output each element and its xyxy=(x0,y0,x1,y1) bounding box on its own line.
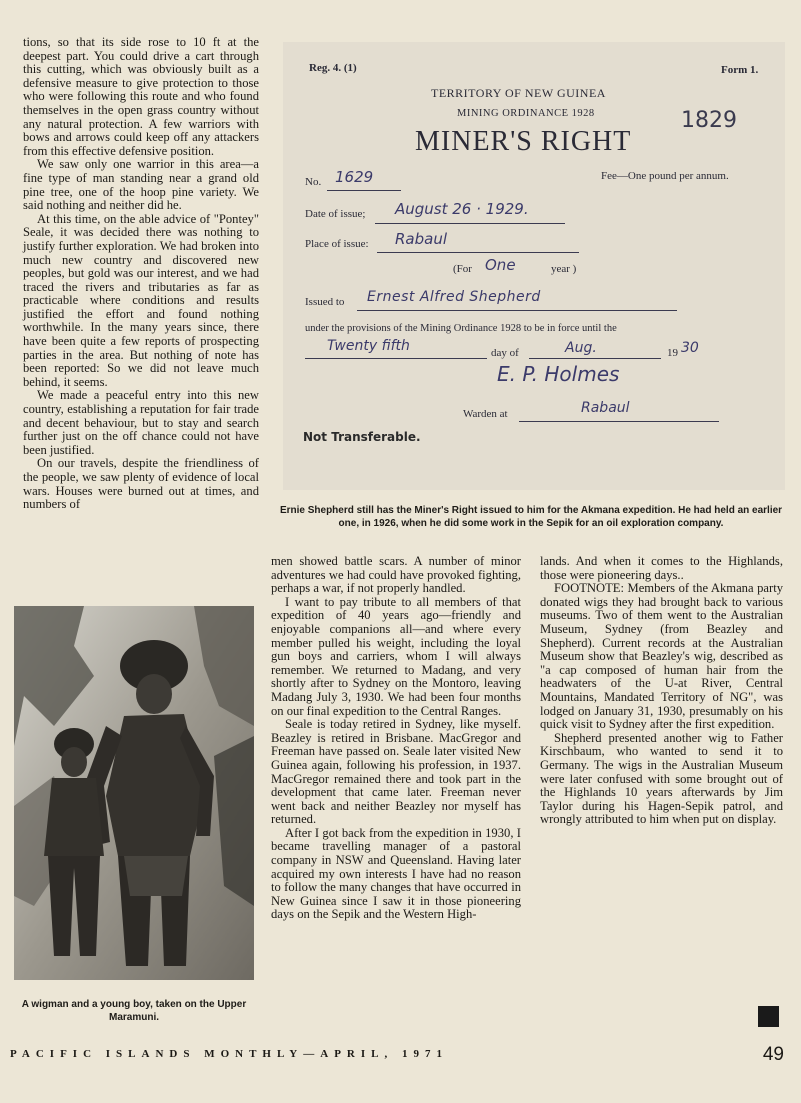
certificate-title: MINER'S RIGHT xyxy=(415,126,632,157)
page-number: 49 xyxy=(762,1044,784,1065)
under-provisions-text: under the provisions of the Mining Ordinance 1928 to be in force until the xyxy=(305,323,617,334)
paragraph: I want to pay tribute to all members of that expedition of 40 years ago—friendly and enjoyable companions all—and where every member pulled his weight, including the loyal gun boys and carriers, whom I will always remember. We returned to Madang, and very shortly after to Sydney on the Montoro, leaving Madang July 3, 1930. We had been four months on our final expedition to the Central Ranges. xyxy=(271,594,521,718)
issued-line xyxy=(357,310,677,311)
month-value: Aug. xyxy=(565,340,597,356)
date-label: Date of issue; xyxy=(305,208,366,220)
article-column-3 xyxy=(540,555,783,827)
page-footer xyxy=(10,1044,790,1064)
warden-signature: E. P. Holmes xyxy=(497,362,620,386)
form-label: Form 1. xyxy=(721,64,759,76)
year-prefix: 19 xyxy=(667,347,678,359)
year-stamp: 1829 xyxy=(681,108,737,133)
paragraph: Seale is today retired in Sydney, like myself. Beazley is retired in Brisbane. MacGregor and Freeman have passed on. Seale later visited New Guinea again, following his profession, in 1937. MacGregor remained there and took part in the development that came later. Freeman never went back and neither Beazley nor myself has returned. xyxy=(271,717,521,827)
until-line xyxy=(305,358,487,359)
paragraph: We made a peaceful entry into this new country, establishing a reputation for fair trade and decent behaviour, but to stay and search further just on the off chance could not have been justified. xyxy=(23,388,259,457)
month-line xyxy=(529,358,661,359)
end-marker xyxy=(758,1006,779,1027)
for-value: One xyxy=(485,256,516,274)
number-line xyxy=(327,190,401,191)
paragraph: After I got back from the expedition in 1930, I became travelling manager of a pastoral company in NSW and Queensland. Having later acquired my own interests I have had no reason to follow the many changes that have occurred in New Guinea since I saw it in those pioneering days on the Sepik and the Western High- xyxy=(271,825,521,922)
warden-line xyxy=(519,421,719,422)
photo-caption: A wigman and a young boy, taken on the Upper Maramuni. xyxy=(21,999,247,1023)
issued-value: Ernest Alfred Shepherd xyxy=(367,289,541,305)
miners-right-certificate xyxy=(283,42,785,490)
ordinance-heading: MINING ORDINANCE 1928 xyxy=(457,108,595,119)
number-label: No. xyxy=(305,176,322,188)
paragraph: tions, so that its side rose to 10 ft at the deepest part. You could drive a cart through this cutting, which was obviously built as a defensive measure to give protection to those who were following this route and who found themselves in the open grass country without any natural protection. A few warriors with bows and arrows could keep off any attackers from this effective defensive position. xyxy=(23,35,259,158)
paragraph: We saw only one warrior in this area—a fine type of man standing near a grand old pine tree, one of the hoop pine variety. We said nothing and neither did he. xyxy=(23,157,259,213)
warden-label: Warden at xyxy=(463,408,508,420)
place-line xyxy=(377,252,579,253)
for-close: year ) xyxy=(551,263,577,275)
paragraph: men showed battle scars. A number of minor adventures we had could have provoked fighting, perhaps a war, if not properly handled. xyxy=(271,554,521,596)
day-of-label: day of xyxy=(491,347,519,359)
fee-text: Fee—One pound per annum. xyxy=(601,170,729,182)
paragraph: FOOTNOTE: Members of the Akmana party donated wigs they had brought back to various museums. Two of them went to the Australian Museum, Sydney (from Beazley and Shepherd). Current records at the Australian Museum show that Beazley's wig, described as "a cap composed of human hair from the headwaters of the U-at River, Central Mountains, Mandated Territory of NG", was lodged on January 31, 1930, presumably on his quick visit to Sydney after the first expedition. xyxy=(540,581,783,732)
place-value: Rabaul xyxy=(395,230,448,248)
footer-publication: PACIFIC ISLANDS MONTHLY—APRIL, 1971 xyxy=(10,1048,448,1060)
year-value: 30 xyxy=(681,340,699,356)
territory-heading: TERRITORY OF NEW GUINEA xyxy=(431,86,606,100)
issued-label: Issued to xyxy=(305,296,345,308)
certificate-caption: Ernie Shepherd still has the Miner's Right issued to him for the Akmana expedition. He had held an earlier one, in 1926, when he did some work in the Sepik for an oil exploration company. xyxy=(279,505,783,529)
article-column-2 xyxy=(271,555,521,922)
for-open: (For xyxy=(453,263,472,275)
until-value: Twenty fifth xyxy=(327,338,410,354)
paragraph: On our travels, despite the friendliness of the people, we saw plenty of evidence of local wars. Houses were burned out at times, and numbers of xyxy=(23,456,259,512)
warden-value: Rabaul xyxy=(581,400,630,416)
wigman-photo xyxy=(14,606,254,980)
reg-label: Reg. 4. (1) xyxy=(309,62,357,74)
not-transferable: Not Transferable. xyxy=(303,430,421,444)
paragraph: lands. And when it comes to the Highlands, those were pioneering days.. xyxy=(540,554,783,582)
paragraph: Shepherd presented another wig to Father Kirschbaum, who wanted to send it to Germany. The wigs in the Australian Museum were later confused with some brought out of the Highlands 10 years afterwards by Jim Taylor during his Hagen-Sepik patrol, and wrongly attributed to him when put on display. xyxy=(540,730,783,827)
paragraph: At this time, on the able advice of "Pontey" Seale, it was decided there was nothing to justify further exploration. We had broken into much new country and discovered new peoples, but gold was our interest, and we had traced the rivers and tributaries as far as practicable where conditions and results justified the effort and found nothing worthwhile. In the many years since, there have been quite a few reports of prospecting parties in the area. But nothing of note has been reported: So we did not leave much behind, it seems. xyxy=(23,211,259,389)
number-value: 1629 xyxy=(335,168,374,186)
article-column-1 xyxy=(23,36,259,512)
date-value: August 26 · 1929. xyxy=(395,200,529,218)
place-label: Place of issue: xyxy=(305,238,369,250)
date-line xyxy=(375,223,565,224)
wigman-photo-drawing xyxy=(14,606,254,980)
